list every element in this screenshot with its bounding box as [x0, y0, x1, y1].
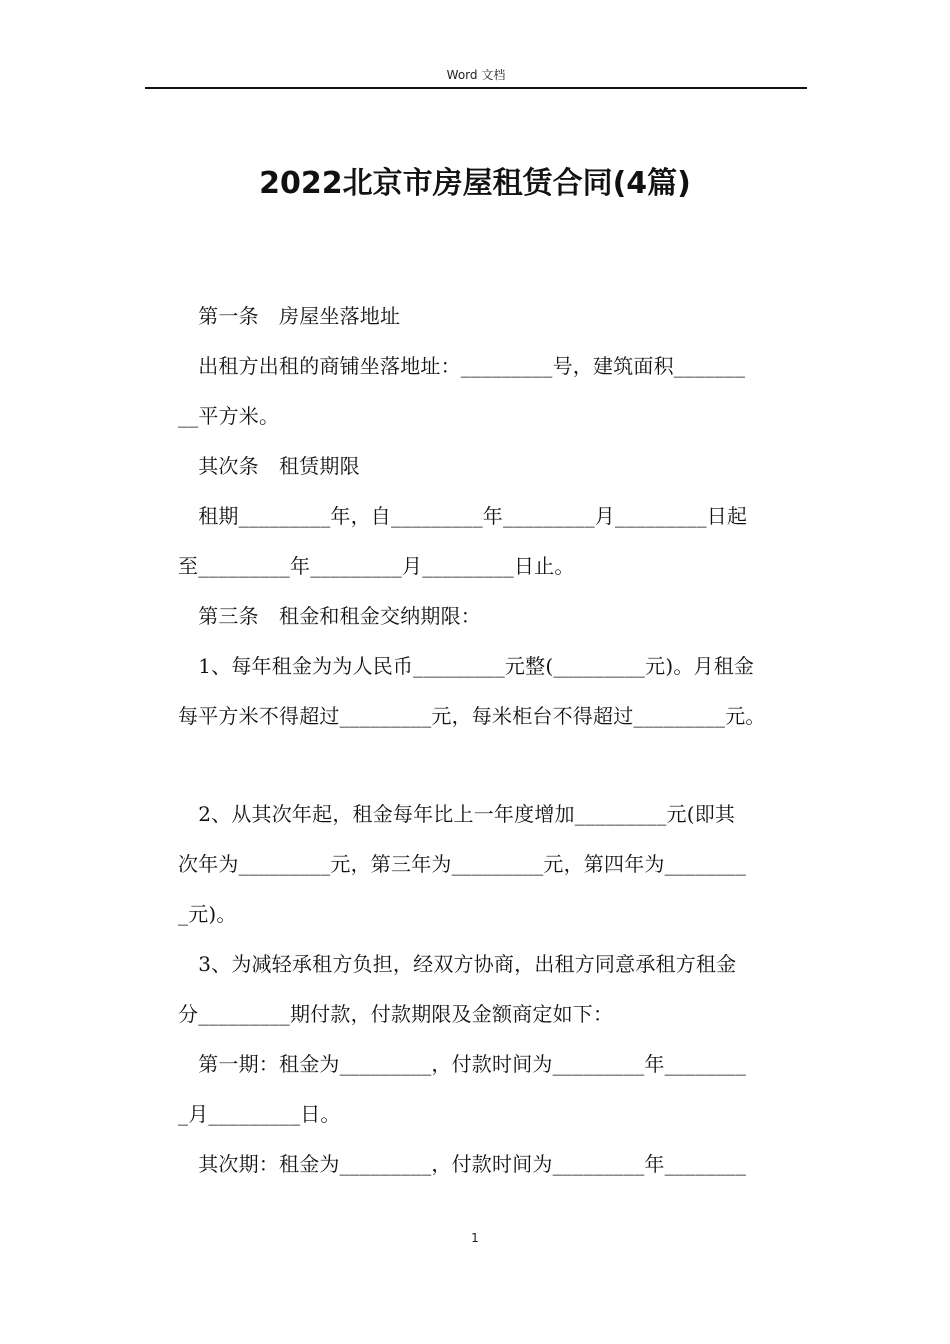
header-divider: [145, 87, 807, 89]
paragraph-line: 出租方出租的商铺坐落地址：_________号，建筑面积_______: [178, 354, 746, 378]
paragraph-line: 1、每年租金为为人民币_________元整(_________元)。月租金: [178, 654, 755, 678]
page-number: 1: [471, 1231, 479, 1245]
paragraph-line: 至_________年_________月_________日止。: [178, 554, 575, 578]
paragraph-line: 3、为减轻承租方负担，经双方协商，出租方同意承租方租金: [178, 952, 737, 976]
paragraph-line: _元)。: [178, 902, 237, 926]
document-title: 2022北京市房屋租赁合同(4篇): [259, 166, 691, 201]
paragraph-line: 第一期：租金为_________，付款时间为_________年________: [178, 1052, 747, 1076]
paragraph-line: _月_________日。: [178, 1102, 341, 1126]
article-3-heading: 第三条 租金和租金交纳期限：: [178, 604, 481, 628]
page-header: Word 文档: [446, 68, 506, 82]
paragraph-line: 2、从其次年起，租金每年比上一年度增加_________元(即其: [178, 802, 736, 826]
document-body: [178, 298, 806, 1196]
paragraph-line: 次年为_________元，第三年为_________元，第四年为________: [178, 852, 747, 876]
paragraph-line: 租期_________年，自_________年_________月_________日起: [178, 504, 748, 528]
blank-line: [178, 748, 806, 796]
paragraph-line: 每平方米不得超过_________元，每米柜台不得超过_________元。: [178, 704, 766, 728]
paragraph-line: 分_________期付款，付款期限及金额商定如下：: [178, 1002, 614, 1026]
article-2-heading: 其次条 租赁期限: [178, 454, 360, 478]
paragraph-line: __平方米。: [178, 404, 280, 428]
article-1-heading: 第一条 房屋坐落地址: [178, 304, 401, 328]
paragraph-line: 其次期：租金为_________，付款时间为_________年________: [178, 1152, 747, 1176]
